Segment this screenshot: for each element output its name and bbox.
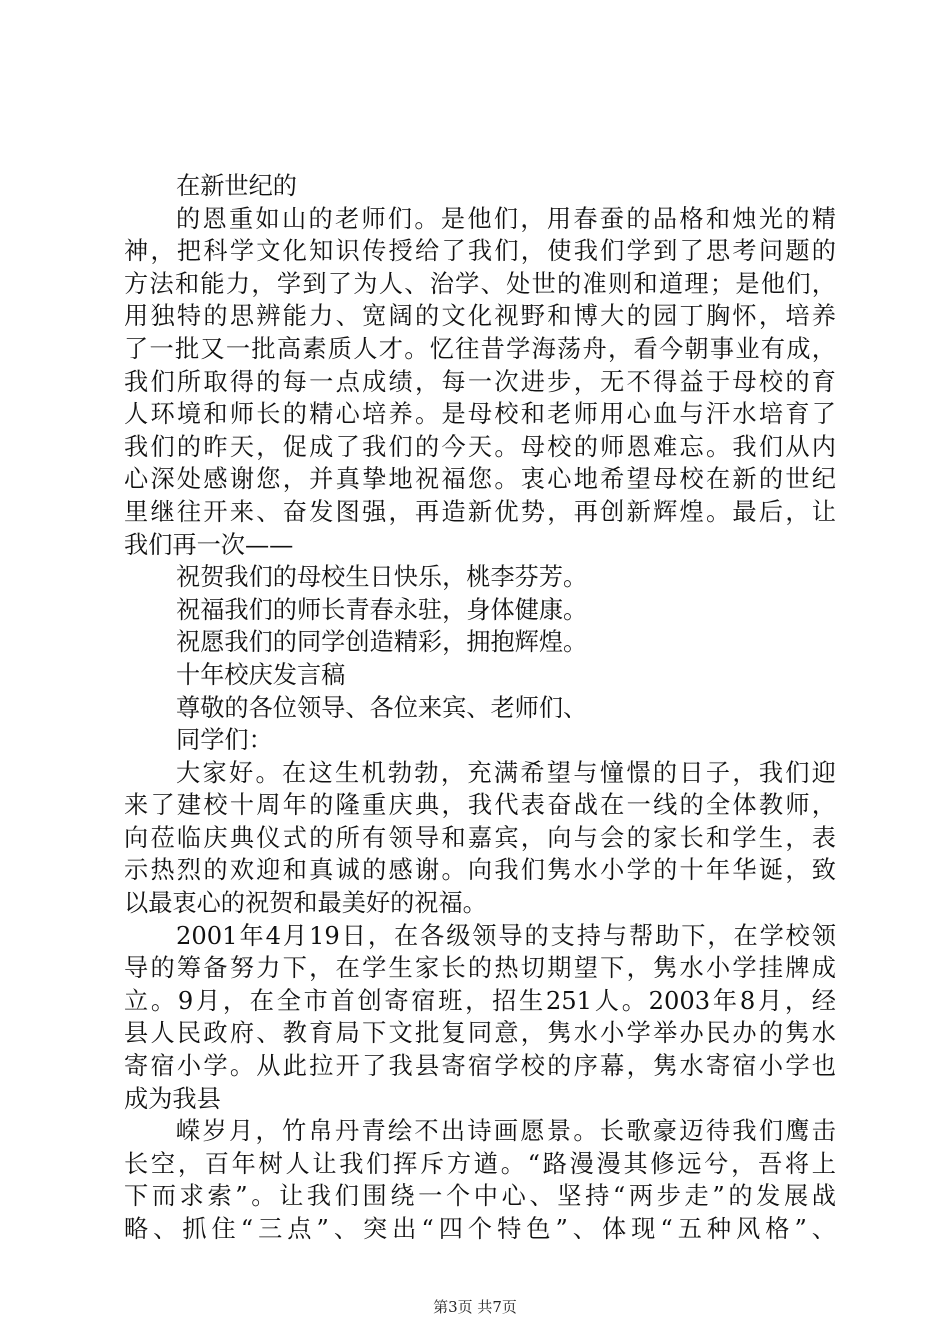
text-line: 长空，百年树人让我们挥斥方遒。“路漫漫其修远兮，吾将上 xyxy=(124,1149,836,1178)
text-line: 我们所取得的每一点成绩，每一次进步，无不得益于母校的育 xyxy=(124,367,836,396)
text-line: 嵘岁月，竹帛丹青绘不出诗画愿景。长歌豪迈待我们鹰击 xyxy=(176,1117,836,1146)
text-line: 以最衷心的祝贺和最美好的祝福。 xyxy=(124,889,487,918)
document-body xyxy=(124,170,836,1246)
page-footer: 第3页 共7页 xyxy=(433,1298,517,1316)
text-line: 方法和能力，学到了为人、治学、处世的准则和道理；是他们， xyxy=(124,269,836,298)
text-line: 我们再一次—— xyxy=(124,530,294,559)
text-line: 来了建校十周年的隆重庆典，我代表奋战在一线的全体教师， xyxy=(124,791,836,820)
text-line: 立。9月，在全市首创寄宿班，招生251人。2003年8月，经 xyxy=(124,986,836,1015)
text-line: 县人民政府、教育局下文批复同意，隽水小学举办民办的隽水 xyxy=(124,1019,836,1048)
text-line: 祝福我们的师长青春永驻，身体健康。 xyxy=(176,595,588,624)
text-line: 示热烈的欢迎和真诚的感谢。向我们隽水小学的十年华诞，致 xyxy=(124,856,836,885)
text-line: 大家好。在这生机勃勃，充满希望与憧憬的日子，我们迎 xyxy=(176,758,836,787)
text-line: 人环境和师长的精心培养。是母校和老师用心血与汗水培育了 xyxy=(124,400,836,429)
text-line: 里继往开来、奋发图强，再造新优势，再创新辉煌。最后，让 xyxy=(124,497,836,526)
text-line: 心深处感谢您，并真挚地祝福您。衷心地希望母校在新的世纪 xyxy=(124,465,836,494)
text-line: 导的筹备努力下，在学生家长的热切期望下，隽水小学挂牌成 xyxy=(124,954,836,983)
text-line: 神，把科学文化知识传授给了我们，使我们学到了思考问题的 xyxy=(124,237,836,266)
text-line: 在新世纪的 xyxy=(176,172,297,200)
text-line: 2001年4月19日，在各级领导的支持与帮助下，在学校领 xyxy=(176,921,836,950)
text-line: 用独特的思辨能力、宽阔的文化视野和博大的园丁胸怀，培养 xyxy=(124,302,836,331)
text-line: 寄宿小学。从此拉开了我县寄宿学校的序幕，隽水寄宿小学也 xyxy=(124,1052,836,1081)
text-line: 下而求索”。让我们围绕一个中心、坚持“两步走”的发展战 xyxy=(124,1182,836,1211)
text-line: 同学们： xyxy=(176,726,273,755)
text-line: 祝贺我们的母校生日快乐，桃李芬芳。 xyxy=(176,563,588,592)
text-line: 略、抓住“三点”、突出“四个特色”、体现“五种风格”、 xyxy=(124,1215,836,1243)
text-line: 的恩重如山的老师们。是他们，用春蚕的品格和烛光的精 xyxy=(176,204,836,233)
text-line: 向莅临庆典仪式的所有领导和嘉宾，向与会的家长和学生，表 xyxy=(124,823,836,852)
text-line: 了一批又一批高素质人才。忆往昔学海荡舟，看今朝事业有成， xyxy=(124,334,836,363)
text-line: 十年校庆发言稿 xyxy=(176,660,346,689)
text-line: 祝愿我们的同学创造精彩，拥抱辉煌。 xyxy=(176,628,588,657)
text-line: 我们的昨天，促成了我们的今天。母校的师恩难忘。我们从内 xyxy=(124,432,836,461)
text-line: 尊敬的各位领导、各位来宾、老师们、 xyxy=(176,693,588,722)
text-line: 成为我县 xyxy=(124,1084,221,1113)
